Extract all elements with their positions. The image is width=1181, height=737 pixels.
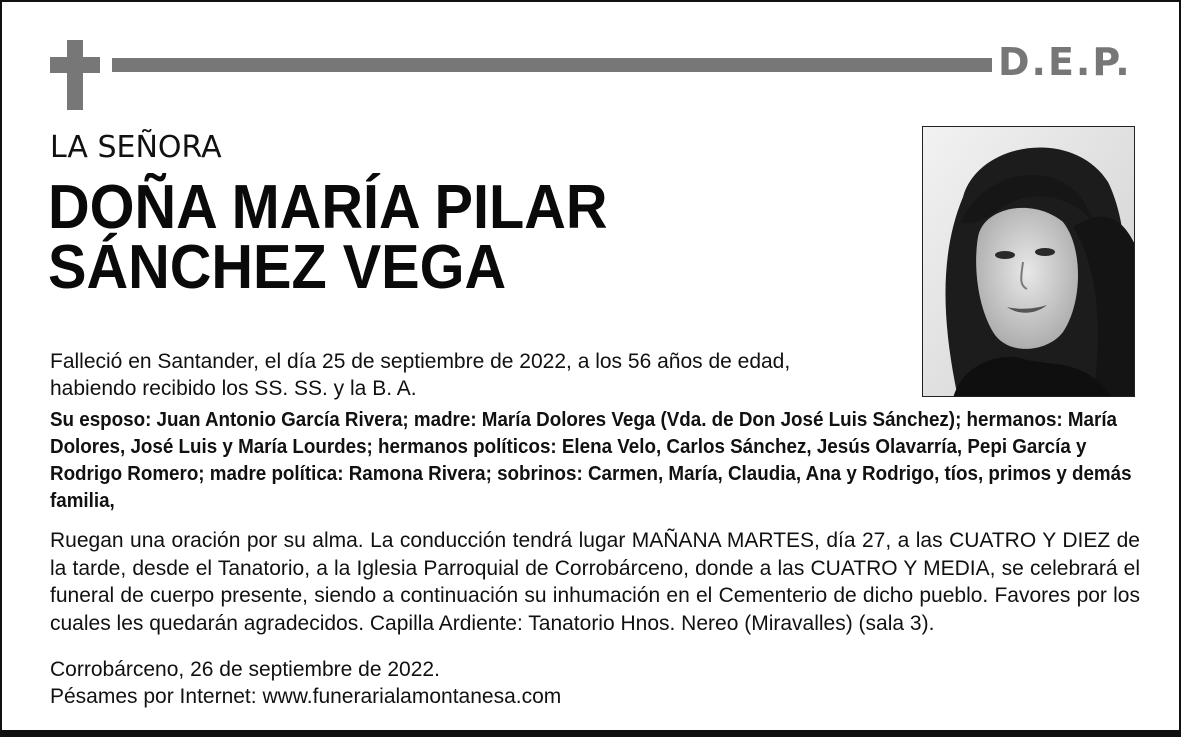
portrait-image xyxy=(923,127,1135,397)
name-line-2: SÁNCHEZ VEGA xyxy=(48,233,507,302)
pretitle: LA SEÑORA xyxy=(50,130,222,165)
funeral-info: Ruegan una oración por su alma. La conducción tendrá lugar MAÑANA MARTES, día 27, a las CUATRO Y DIEZ de la tarde, desde el Tanatorio, a la Iglesia Parroquial de Corrobárceno, donde a las CUATRO Y MEDIA, se celebrará el funeral de cuerpo presente, siendo a continuación su inhumación en el Cementerio de dicho pueblo. Favores por los cuales les quedarán agradecidos. Capilla Ardiente: Tanatorio Hnos. Nereo (Miravalles) (sala 3). xyxy=(50,529,1140,635)
passed-line-1: Falleció en Santander, el día 25 de septiembre de 2022, a los 56 años de edad, xyxy=(50,350,791,373)
passed-text xyxy=(50,348,910,402)
condolences-web: Pésames por Internet: www.funerarialamontanesa.com xyxy=(50,685,562,708)
deceased-name xyxy=(48,173,608,302)
dep-label: D.E.P. xyxy=(998,40,1132,84)
name-line-1: DOÑA MARÍA PILAR xyxy=(48,173,608,242)
family-list: Su esposo: Juan Antonio García Rivera; madre: María Dolores Vega (Vda. de Don José Luis Sánchez); hermanos: María Dolores, José Luis y María Lourdes; hermanos políticos: Elena Velo, Carlos Sánchez, Jesús Olavarría, Pepi García y Rodrigo Romero; madre política: Ramona Rivera; sobrinos: Carmen, María, Claudia, Ana y Rodrigo, tíos, primos y demás familia, xyxy=(50,409,1132,512)
cross-icon-bar xyxy=(50,57,100,73)
place-date: Corrobárceno, 26 de septiembre de 2022. xyxy=(50,658,440,681)
portrait-photo xyxy=(922,126,1135,397)
header-rule xyxy=(112,58,992,72)
cross-icon xyxy=(67,40,83,110)
passed-line-2: habiendo recibido los SS. SS. y la B. A. xyxy=(50,377,417,400)
